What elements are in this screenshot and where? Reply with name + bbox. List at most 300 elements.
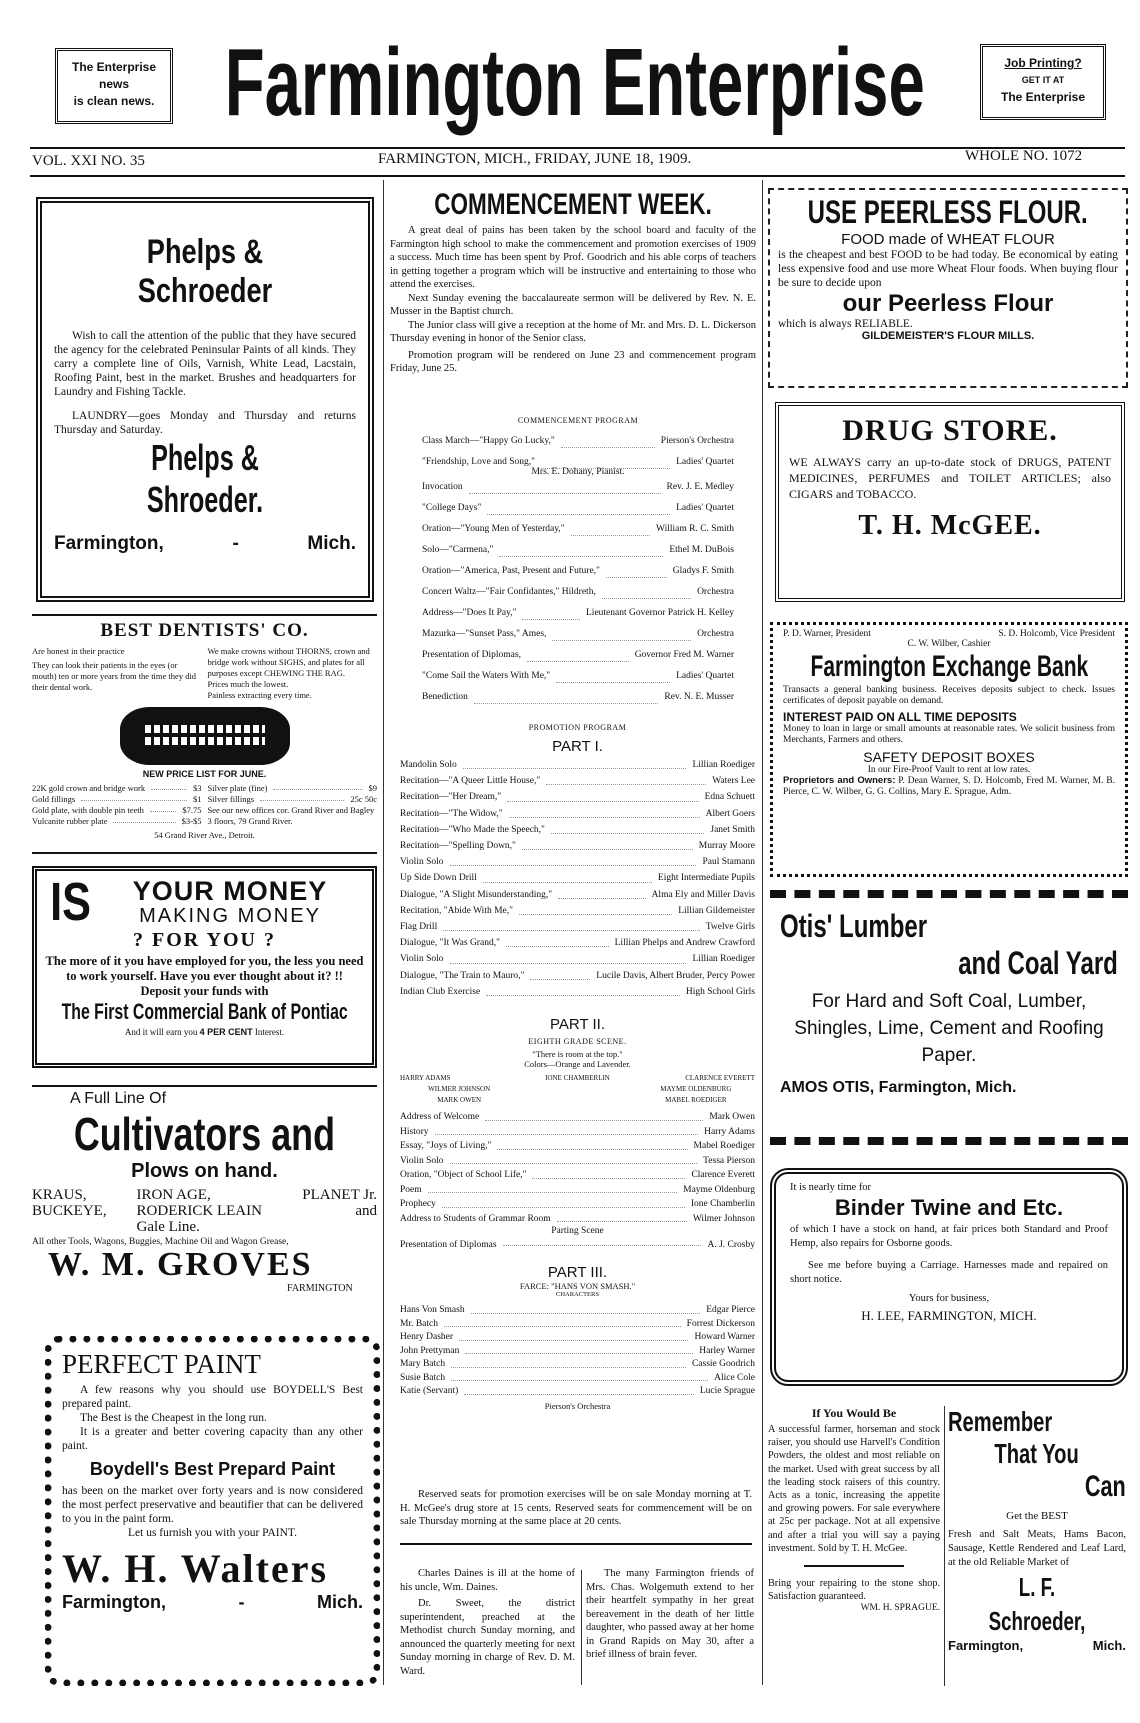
leader-dots [469, 477, 661, 494]
vault-text: In our Fire-Proof Vault to rent at low rates. [867, 765, 1031, 775]
program-item: Poem [400, 1184, 422, 1195]
program-performer: William R. C. Smith [656, 524, 734, 534]
characters-heading: CHARACTERS [556, 1291, 599, 1299]
price-item: Vulcanite rubber plate [32, 816, 108, 826]
price-column [208, 783, 378, 827]
leader-dots [451, 1372, 708, 1382]
program-item: Mr. Batch [400, 1318, 438, 1329]
program-row [400, 903, 755, 919]
program-row [400, 1183, 755, 1198]
program-item: "Come Sail the Waters With Me," [422, 671, 551, 681]
program-performer: Edna Schuett [704, 792, 755, 803]
program-performer: Twelve Girls [705, 922, 755, 933]
program-row [422, 603, 734, 624]
program-row [400, 822, 755, 838]
class-member: MABEL ROEDIGER [665, 1096, 727, 1105]
leader-dots [428, 1183, 678, 1194]
ad-dash: - [238, 1592, 245, 1612]
program-item: History [400, 1126, 429, 1137]
class-member: CLARENCE EVERETT [685, 1074, 755, 1083]
program-row [400, 951, 755, 967]
dentist-offices: See our new offices cor. Grand River and Bagley 3 floors, 79 Grand River. [207, 805, 375, 826]
column-divider [383, 180, 384, 1685]
farce-title: FARCE: "HANS VON SMASH." [519, 1281, 636, 1292]
brand: RODERICK LEAIN [136, 1203, 262, 1219]
program-performer: Ione Chamberlin [690, 1199, 755, 1210]
leader-dots [602, 582, 691, 599]
earn-text: And it will earn you [124, 1027, 198, 1037]
price-row [32, 783, 202, 794]
leader-dots [556, 666, 670, 683]
ad-town: Farmington, [62, 1592, 166, 1612]
ad-dash: - [232, 533, 239, 554]
leader-dots [606, 561, 667, 578]
leader-dots [522, 603, 580, 620]
money-line1: YOUR MONEY [132, 876, 328, 906]
leader-dots [450, 854, 697, 866]
full-line: A Full Line Of [70, 1090, 167, 1107]
plows-heading: Plows on hand. [131, 1160, 278, 1182]
program-performer: Paul Stamann [702, 857, 755, 868]
program-item: Dialogue, "It Was Grand," [400, 938, 500, 949]
leader-dots [557, 1212, 687, 1223]
program-row [400, 870, 755, 886]
program-item: Indian Club Exercise [400, 986, 481, 997]
program-performer: High School Girls [685, 986, 755, 997]
price-row [208, 783, 378, 794]
leader-dots [485, 1110, 703, 1121]
program-item: Presentation of Diplomas [400, 1240, 497, 1251]
program-title: COMMENCEMENT PROGRAM [517, 416, 639, 425]
program-performer: Alice Cole [714, 1372, 755, 1383]
ornament-divider [804, 1565, 904, 1567]
masthead-title: Farmington Enterprise [224, 29, 926, 136]
perfect-paint-ad [45, 1336, 380, 1686]
dentist-address: 54 Grand River Ave., Detroit. [154, 830, 255, 840]
drug-name: T. H. McGEE. [858, 510, 1042, 541]
remember-heading: That You [994, 1438, 1080, 1469]
enterprise-news-box [55, 48, 173, 124]
ad-title: PERFECT PAINT [62, 1349, 261, 1379]
program-row [400, 757, 755, 773]
program-item: Address—"Does It Pay," [422, 608, 517, 618]
leader-dots [532, 1168, 685, 1179]
first-commercial-bank-ad [32, 866, 377, 1068]
paint-text: Let us furnish you with your PAINT. [128, 1527, 297, 1539]
program-performer: Rev. J. E. Medley [666, 482, 734, 492]
price-item: Gold plate, with double pin teeth [32, 805, 144, 815]
price-value: $9 [368, 783, 377, 793]
program-row [400, 806, 755, 822]
ad-laundry: LAUNDRY—goes Monday and Thursday and returns Thursday and Saturday. [54, 410, 356, 436]
class-member: WILMER JOHNSON [428, 1085, 491, 1094]
class-colors: Colors—Orange and Lavender. [524, 1059, 631, 1070]
program-item: Dialogue, "The Train to Mauro," [400, 970, 525, 981]
program-row [422, 431, 734, 452]
binder-title: Binder Twine and Etc. [834, 1195, 1064, 1220]
local-news-left [400, 1567, 575, 1678]
ad-state: Mich. [316, 1592, 363, 1612]
paint-text: It is a greater and better covering capacity than any other paint. [62, 1426, 363, 1452]
market-body: Fresh and Salt Meats, Hams Bacon, Sausage, Kettle Rendered and Leaf Lard, at the old Reliable Market of [948, 1529, 1126, 1568]
program-row [422, 624, 734, 645]
local-news-right [586, 1567, 754, 1662]
program-performer: Ethel M. DuBois [669, 545, 734, 555]
leader-dots [444, 1318, 681, 1328]
class-member: IONE CHAMBERLIN [545, 1074, 610, 1083]
program-item: Solo—"Carmena," [422, 545, 494, 555]
reserved-seats-notice [400, 1488, 752, 1545]
program-item: John Prettyman [400, 1345, 460, 1356]
program-item: Violin Solo [400, 1155, 444, 1166]
brand: Gale Line. [136, 1219, 200, 1235]
dentists-ad [32, 614, 377, 854]
bank-title: Farmington Exchange Bank [810, 650, 1088, 683]
program-item: Recitation—"A Queer Little House," [400, 776, 541, 787]
money-line3: ? FOR YOU ? [133, 929, 276, 951]
program-item: Class March—"Happy Go Lucky," [422, 436, 555, 446]
program-row [400, 935, 755, 951]
remember-heading: Can [1085, 1470, 1126, 1503]
masthead-title-wrap [170, 28, 980, 138]
otis-lumber-ad [770, 890, 1128, 1145]
program-performer: Pierson's Orchestra [660, 436, 734, 446]
program-row [400, 1110, 755, 1125]
leader-dots [546, 773, 706, 785]
program-performer: Harry Adams [704, 1126, 755, 1137]
owners-list: P. Dean Warner, S. D. Holcomb, Fred M. Warner, M. B. Pierce, C. W. Wilber, G. G. Collins, Mary E. Sprague, Adm. [783, 776, 1116, 797]
program-row [400, 984, 755, 1000]
part-heading: PART I. [552, 738, 603, 755]
groves-name: W. M. GROVES [48, 1246, 313, 1283]
program-performer: Tessa Pierson [703, 1155, 755, 1166]
class-member: HARRY ADAMS [400, 1074, 451, 1083]
price-value: $7.75 [182, 805, 202, 815]
program-row [400, 1345, 755, 1359]
leader-dots [260, 794, 344, 801]
flour-body: is the cheapest and best FOOD to be had today. Be economical by eating less expensive food and use more Wheat Flour foods. When buying flour be sure to decide upon [778, 249, 1118, 289]
leader-dots [558, 887, 645, 899]
program-item: Oration—"Young Men of Yesterday," [422, 524, 565, 534]
program-performer: Cassie Goodrich [691, 1359, 755, 1370]
leader-dots [552, 624, 691, 641]
ad-state: Mich. [1092, 1638, 1126, 1653]
program-item: Mazurka—"Sunset Pass," Ames, [422, 629, 547, 639]
program-performer: Lucie Sprague [699, 1386, 755, 1397]
leader-dots [497, 1139, 687, 1150]
leader-dots [150, 805, 176, 812]
leader-dots [530, 968, 590, 980]
program-row [422, 519, 734, 540]
earn-rate: 4 PER CENT [199, 1027, 253, 1037]
program-row [400, 1331, 755, 1345]
program-item: Concert Waltz—"Fair Confidantes," Hildreth, [422, 587, 596, 597]
program-performer: Harley Warner [699, 1345, 755, 1356]
leader-dots [527, 645, 629, 662]
program-item: Recitation, "Abide With Me," [400, 905, 513, 916]
program-row [422, 561, 734, 582]
program-row [400, 838, 755, 854]
program-item: "Friendship, Love and Song," [422, 457, 536, 467]
part-heading: PART III. [547, 1264, 608, 1282]
binder-twine-ad [770, 1168, 1128, 1386]
walters-name: W. H. Walters [62, 1546, 329, 1591]
program-performer: Orchestra [697, 629, 734, 639]
paint-text: The Best is the Cheapest in the long run. [80, 1412, 267, 1424]
leader-dots [474, 687, 659, 704]
box-line: GET IT AT [1021, 75, 1065, 85]
program-row [422, 498, 734, 519]
ad-name: Phelps & Shroeder. [146, 437, 264, 520]
program-item: Mary Batch [400, 1359, 446, 1370]
drug-store-ad [775, 402, 1125, 602]
ad-is: IS [50, 872, 91, 932]
program-item: Presentation of Diplomas, [422, 650, 521, 660]
program-performer: Lillian Roediger [692, 954, 755, 965]
leader-dots [113, 816, 175, 823]
whole-number: WHOLE NO. 1072 [965, 148, 1083, 164]
paint-subtitle: Boydell's Best Prepard Paint [89, 1459, 336, 1479]
schroeder-name: L. F. Schroeder, [988, 1572, 1086, 1636]
phelps-schroeder-ad [36, 197, 374, 602]
program-row [400, 1139, 755, 1154]
flour-mills: GILDEMEISTER'S FLOUR MILLS. [861, 330, 1035, 342]
program-item: Recitation—"Who Made the Speech," [400, 824, 545, 835]
program-row [400, 1385, 755, 1399]
leader-dots [551, 822, 704, 834]
program-item: Oration—"America, Past, Present and Future," [422, 566, 600, 576]
leader-dots [451, 1358, 686, 1368]
price-row [32, 794, 202, 805]
program-row [400, 1125, 755, 1140]
bank-officer: P. D. Warner, President [783, 629, 871, 639]
program-performer: Albert Goers [705, 808, 755, 819]
program-item: Flag Drill [400, 922, 438, 933]
ad-title: USE PEERLESS FLOUR. [807, 194, 1089, 230]
price-row [32, 805, 202, 816]
parting-scene: Parting Scene [551, 1226, 604, 1237]
bank-body: Transacts a general banking business. Receives deposits subject to check. Issues certificates of deposit payable on demand. [783, 685, 1115, 706]
leader-dots [486, 984, 680, 996]
program-performer: Mabel Roediger [693, 1141, 755, 1152]
program-item: Address to Students of Grammar Room [400, 1213, 551, 1224]
scene-title: EIGHTH GRADE SCENE. [528, 1037, 627, 1047]
deposit-boxes-heading: SAFETY DEPOSIT BOXES [863, 749, 1035, 765]
price-value: 25c 50c [350, 794, 377, 804]
price-item: 22K gold crown and bridge work [32, 783, 146, 793]
article-paragraph: A great deal of pains has been taken by the school board and faculty of the Farmington high school to make the commencement and promotion exercises of 1909 a success. Much time has been spent by Prof. Goodrich and his able corps of teachers in getting together a program which will be instructive and entertaining to those who attend the exercises. [390, 225, 756, 290]
masthead-rule [30, 147, 1125, 149]
program-item: Invocation [422, 482, 463, 492]
program-row [422, 540, 734, 561]
otis-title: Otis' Lumber [780, 908, 928, 944]
part-heading: PART II. [549, 1016, 606, 1034]
money-body: The more of it you have employed for you, the less you need to work yourself. Have you ever thought about it? !! Deposit your funds with [45, 954, 364, 998]
program-row [400, 887, 755, 903]
teeth-image [120, 707, 290, 765]
other-tools: All other Tools, Wagons, Buggies, Machine Oil and Wagon Grease, [32, 1237, 289, 1247]
dateline: FARMINGTON, MICH., FRIDAY, JUNE 18, 1909. [378, 151, 692, 167]
program-item: Recitation—"The Widow," [400, 808, 503, 819]
bank-officer: C. W. Wilber, Cashier [907, 639, 991, 649]
price-item: Silver fillings [207, 794, 255, 804]
bank-name: The First Commercial Bank of Pontiac [61, 999, 348, 1024]
program-item: Dialogue, "A Slight Misunderstanding," [400, 889, 553, 900]
brand: IRON AGE, [136, 1187, 211, 1203]
local-item: The many Farmington friends of Mrs. Chas. Wolgemuth extend to her their heartfelt sympathy in her great bereavement in the death of her little daughter, who passed away at her home in Grand Rapids on May 30, after a brief illness of brain fever. [586, 1568, 754, 1660]
program-performer: Orchestra [697, 587, 734, 597]
program-row [400, 789, 755, 805]
program-performer: Governor Fred M. Warner [634, 650, 734, 660]
orchestra: Pierson's Orchestra [544, 1400, 611, 1411]
program-performer: Wilmer Johnson [692, 1213, 755, 1224]
leader-dots [464, 1385, 694, 1395]
program-row [400, 1318, 755, 1332]
program-item: Essay, "Joys of Living," [400, 1141, 492, 1152]
leader-dots [483, 870, 652, 882]
leader-dots [522, 838, 693, 850]
leader-dots [435, 1125, 699, 1136]
leader-dots [507, 789, 698, 801]
motto: "There is room at the top." [532, 1049, 623, 1060]
program-item: Susie Batch [400, 1372, 446, 1383]
binder-body: See me before buying a Carriage. Harnesses made and repaired on short notice. [790, 1260, 1108, 1285]
bank-officer: S. D. Holcomb, Vice President [998, 629, 1115, 639]
article-paragraph: Reserved seats for promotion exercises will be on sale Monday morning at T. H. McGee's drug store at 15 cents. Reserved seats for commencement will be on sale Thursday morning at the same place at 20 cents. [400, 1489, 752, 1527]
program-performer: Lieutenant Governor Patrick H. Kelley [586, 608, 734, 618]
program-performer: Howard Warner [694, 1332, 755, 1343]
leader-dots [273, 783, 362, 790]
box-line: news [98, 77, 129, 91]
binder-body: of which I have a stock on hand, at fair prices both Standard and Proof Hemp, also repairs for Osborne goods. [790, 1224, 1108, 1249]
price-row [208, 794, 378, 805]
volume-number: VOL. XXI NO. 35 [32, 153, 145, 169]
program-row [400, 919, 755, 935]
groves-ad [32, 1085, 377, 1321]
program-item: Recitation—"Her Dream," [400, 792, 502, 803]
ad-town: Farmington, [948, 1638, 1024, 1653]
local-item: Charles Daines is ill at the home of his uncle, Wm. Daines. [400, 1568, 575, 1593]
program-item: Hans Von Smash [400, 1305, 465, 1316]
dentist-text: Are honest in their practice [32, 646, 125, 656]
leader-dots [487, 498, 670, 515]
program-row [400, 1212, 755, 1227]
interest-heading: INTEREST PAID ON ALL TIME DEPOSITS [783, 710, 1017, 724]
dentist-text: They can look their patients in the eyes (or mouth) ten or more years from the time they did their dental work. [32, 660, 197, 692]
program-row [400, 1197, 755, 1212]
promotion-program [400, 723, 755, 1411]
column-divider [944, 1406, 945, 1686]
program-performer: Gladys F. Smith [672, 566, 734, 576]
program-performer: Waters Lee [712, 776, 755, 787]
paint-text: A few reasons why you should use BOYDELL'S Best prepared paint. [62, 1384, 363, 1410]
article-paragraph: Promotion program will be rendered on June 23 and commencement program Friday, June 25. [390, 349, 756, 374]
program-performer: Forrest Dickerson [686, 1318, 755, 1329]
program-item: Henry Dasher [400, 1332, 454, 1343]
program-row [422, 477, 734, 498]
ad-title: DRUG STORE. [842, 414, 1058, 447]
dentist-text: Painless extracting every time. [207, 690, 312, 700]
price-row [32, 816, 202, 827]
program-item: Violin Solo [400, 857, 444, 868]
ad-body: Wish to call the attention of the public that they have secured the agency for the celebrated Peninsular Paints of all kinds. They carry a complete line of Oils, Varnish, White Lead, Lacstain, Roofing Paint, best in the market. Brushes and headquarters for Laundry and Fishing Tackle. [54, 330, 356, 398]
leader-dots [151, 783, 187, 790]
leader-dots [443, 919, 700, 931]
leader-dots [561, 431, 655, 448]
program-title: PROMOTION PROGRAM [528, 723, 627, 732]
program-item: Up Side Down Drill [400, 873, 477, 884]
article-paragraph: The Junior class will give a reception at the home of Mr. and Mrs. D. L. Dickerson Thursday evening in honor of the Senior class. [390, 319, 756, 344]
program-performer: Lillian Gildemeister [678, 905, 755, 916]
owners-label: Proprietors and Owners: [783, 775, 896, 786]
get-best: Get the BEST [1006, 1510, 1068, 1522]
leader-dots [499, 540, 663, 557]
program-performer: Rev. N. E. Musser [664, 692, 734, 702]
leader-dots [506, 935, 609, 947]
binder-name: H. LEE, FARMINGTON, MICH. [861, 1308, 1037, 1323]
program-performer: Lillian Phelps and Andrew Crawford [614, 938, 755, 949]
leader-dots [442, 1197, 685, 1208]
brand: BUCKEYE, [32, 1203, 107, 1219]
commencement-article [390, 188, 756, 376]
program-performer: Mark Owen [709, 1112, 755, 1123]
sprague-signature: WM. H. SPRAGUE. [860, 1603, 940, 1614]
program-performer: Janet Smith [710, 824, 755, 835]
binder-yours: Yours for business, [908, 1293, 990, 1304]
price-item: Silver plate (fine) [207, 783, 268, 793]
ad-town: Farmington, [54, 533, 164, 554]
program-row [400, 854, 755, 870]
box-line: The Enterprise [71, 60, 157, 74]
program-performer: Eight Intermediate Pupils [657, 873, 755, 884]
program-performer: Murray Moore [698, 841, 755, 852]
program-item: Prophecy [400, 1199, 436, 1210]
earn-text: Interest. [254, 1027, 285, 1037]
program-performer: Ladies' Quartet [676, 457, 734, 467]
pianist-note: Mrs. E. Dohany, Pianist. [531, 467, 625, 477]
price-list-title: NEW PRICE LIST FOR JUNE. [142, 769, 267, 779]
program-row [400, 773, 755, 789]
leader-dots [471, 1304, 701, 1314]
program-row [400, 1304, 755, 1318]
flour-reliable: which is always RELIABLE. [778, 318, 913, 330]
brand: KRAUS, [32, 1187, 87, 1203]
ad-title: BEST DENTISTS' CO. [100, 620, 309, 641]
program-item: "College Days" [422, 503, 482, 513]
job-printing-box [980, 44, 1106, 120]
otis-name: AMOS OTIS, Farmington, Mich. [780, 1079, 1017, 1096]
brand: and [355, 1203, 377, 1219]
program-item: Violin Solo [400, 954, 444, 965]
program-item: Katie (Servant) [400, 1386, 459, 1397]
leader-dots [81, 794, 187, 801]
program-performer: Alma Ely and Miller Davis [651, 889, 755, 900]
program-row [422, 687, 734, 708]
program-row [422, 666, 734, 687]
column-divider [581, 1570, 582, 1685]
price-column [32, 783, 202, 827]
otis-title: and Coal Yard [958, 945, 1118, 981]
class-member: MAYME OLDENBURG [660, 1085, 732, 1094]
remember-heading: Remember [948, 1406, 1053, 1437]
leader-dots [519, 903, 672, 915]
otis-body: For Hard and Soft Coal, Lumber, Shingles, Lime, Cement and Roofing Paper. [794, 991, 1104, 1066]
flour-subtitle: FOOD made of WHEAT FLOUR [841, 231, 1055, 248]
leader-dots [465, 1345, 693, 1355]
peerless-flour-ad [768, 188, 1128, 388]
box-line: The Enterprise [1000, 90, 1086, 104]
program-item: Address of Welcome [400, 1112, 480, 1123]
